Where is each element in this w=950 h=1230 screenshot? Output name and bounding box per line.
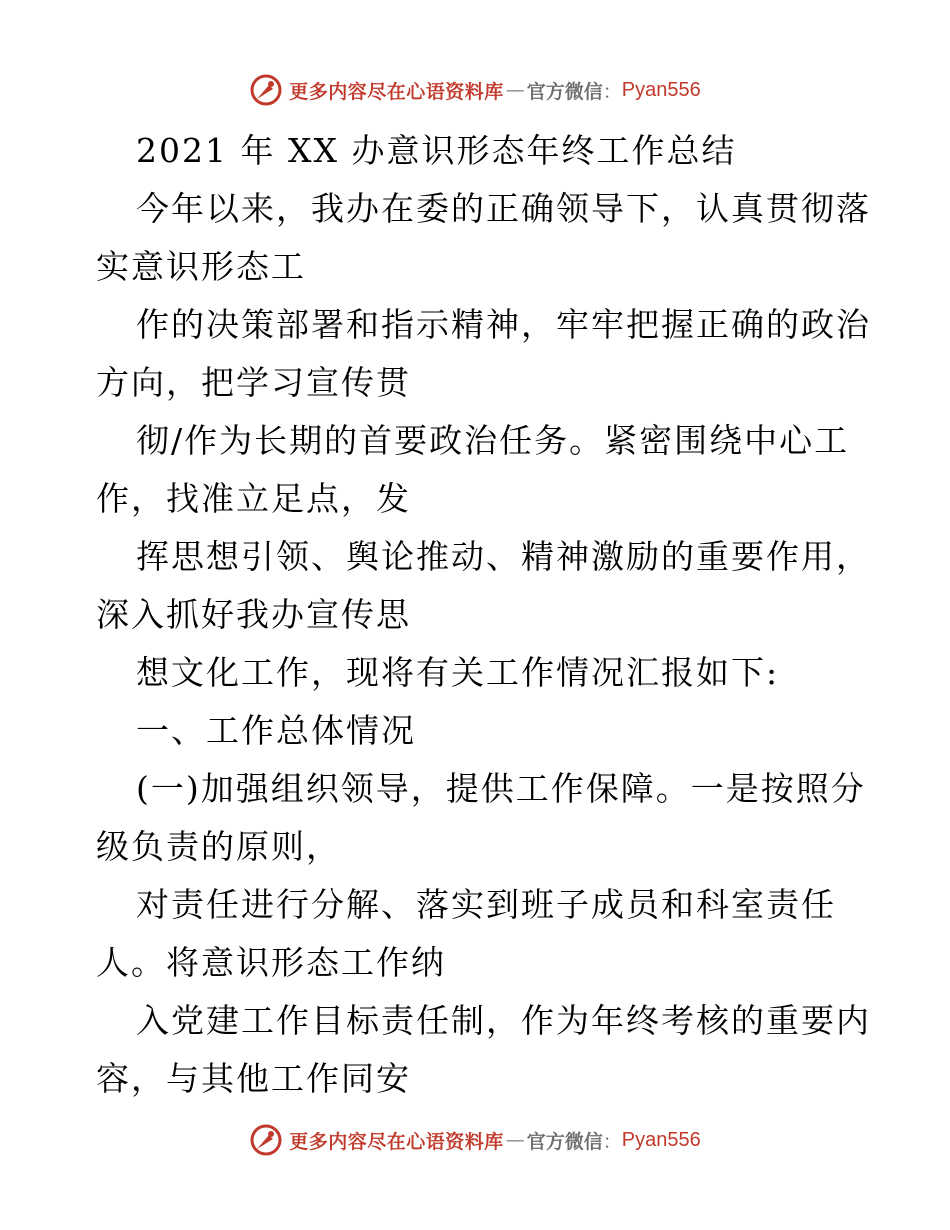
document-body bbox=[96, 122, 871, 1108]
pen-nib-logo-icon bbox=[249, 73, 283, 107]
text-line: 作，找准立足点，发 bbox=[96, 479, 411, 518]
text-line: 方向，把学习宣传贯 bbox=[96, 363, 411, 402]
banner-wechat-label: 官方微信 bbox=[526, 80, 603, 103]
section-heading: 一、工作总体情况 bbox=[136, 711, 416, 750]
text-line: 今年以来，我办在委的正确领导下，认真贯彻落 bbox=[136, 189, 871, 228]
text-line: 挥思想引领、舆论推动、精神激励的重要作用， bbox=[136, 537, 871, 576]
text-line: 容，与其他工作同安 bbox=[96, 1059, 411, 1098]
text-line: 彻/作为长期的首要政治任务。紧密围绕中心工 bbox=[136, 421, 850, 460]
text-line: 作的决策部署和指示精神，牢牢把握正确的政治 bbox=[136, 305, 871, 344]
text-line: 想文化工作，现将有关工作情况汇报如下: bbox=[136, 653, 780, 692]
text-line: 对责任进行分解、落实到班子成员和科室责任 bbox=[136, 885, 836, 924]
text-line: 人。将意识形态工作纳 bbox=[96, 943, 446, 982]
banner-dash: — bbox=[505, 79, 525, 101]
banner-colon: ： bbox=[602, 1130, 622, 1153]
banner-brand-text: 更多内容尽在心语资料库 bbox=[289, 1130, 504, 1153]
text-line: 深入抓好我办宣传思 bbox=[96, 595, 411, 634]
banner-wechat-id: Pyan556 bbox=[621, 1128, 701, 1151]
banner-brand-text: 更多内容尽在心语资料库 bbox=[289, 80, 504, 103]
banner-wechat-id: Pyan556 bbox=[621, 78, 701, 101]
text-line: 入党建工作目标责任制，作为年终考核的重要内 bbox=[136, 1001, 871, 1040]
pen-nib-logo-icon bbox=[249, 1123, 283, 1157]
header-banner bbox=[0, 70, 950, 110]
banner-wechat-label: 官方微信 bbox=[526, 1130, 603, 1153]
banner-colon: ： bbox=[602, 80, 622, 103]
footer-banner bbox=[0, 1120, 950, 1160]
text-line: (一)加强组织领导，提供工作保障。一是按照分 bbox=[136, 769, 866, 808]
text-line: 实意识形态工 bbox=[96, 247, 306, 286]
banner-dash: — bbox=[505, 1129, 525, 1151]
text-line: 级负责的原则， bbox=[96, 827, 341, 866]
document-title: 2021 年 XX 办意识形态年终工作总结 bbox=[136, 131, 737, 170]
